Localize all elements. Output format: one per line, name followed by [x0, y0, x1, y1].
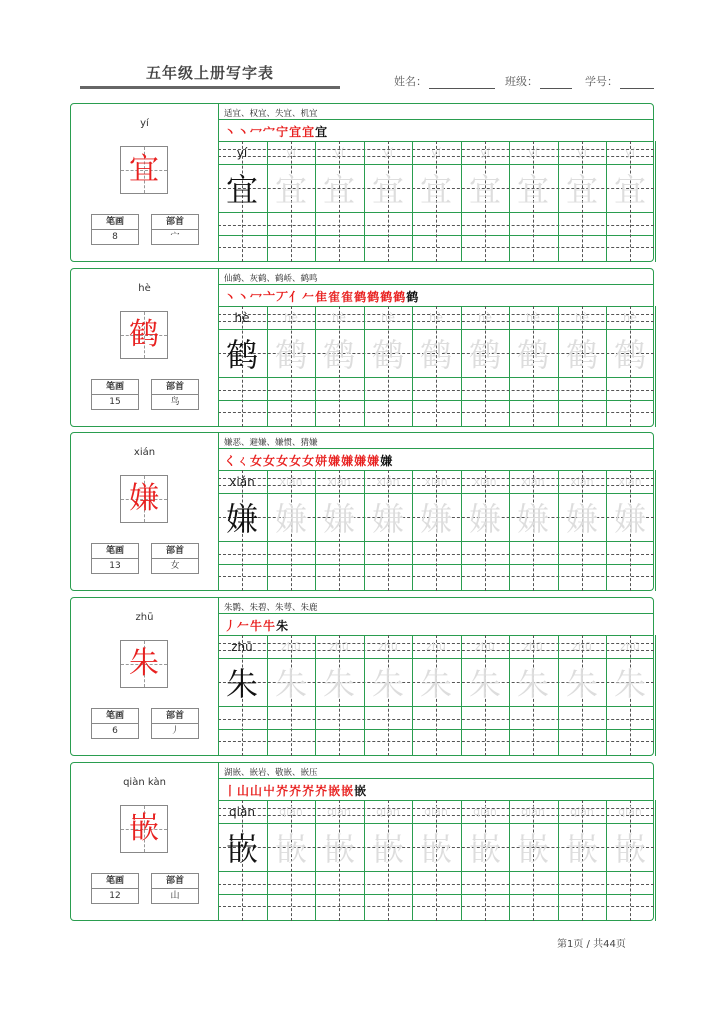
character-cell: 嫌	[225, 500, 258, 538]
pinyin-cell[interactable]: xián	[618, 475, 642, 488]
stroke-count: 15	[109, 397, 121, 407]
character-cell[interactable]: 宜	[371, 171, 404, 209]
pinyin-cell[interactable]: qiàn	[618, 805, 642, 818]
character-box	[120, 805, 168, 853]
pinyin-cell[interactable]: xián	[570, 475, 594, 488]
pinyin-cell[interactable]: xián	[376, 475, 400, 488]
stroke-step: 鹤	[354, 290, 368, 304]
page-indicator: 第1页 / 共44页	[557, 939, 626, 950]
stroke-count: 6	[112, 726, 118, 736]
model-character: 朱	[129, 646, 159, 681]
pinyin-cell[interactable]: zhū	[572, 640, 592, 653]
pinyin-cell[interactable]: qiàn	[376, 805, 400, 818]
stroke-step: く	[224, 454, 238, 468]
pinyin-cell[interactable]: hè	[526, 311, 540, 324]
character-cell[interactable]: 嵌	[371, 830, 404, 868]
stroke-step: 牛	[263, 619, 277, 633]
pinyin-cell[interactable]: xián	[279, 475, 303, 488]
radical: 女	[170, 561, 180, 571]
pinyin-cell[interactable]: qiàn	[424, 805, 448, 818]
stroke-step: 嵌	[354, 784, 368, 798]
pinyin-label: qiàn kàn	[123, 777, 166, 788]
character-cell[interactable]: 嵌	[274, 830, 307, 868]
pinyin-cell[interactable]: zhū	[523, 640, 543, 653]
practice-grid	[218, 433, 654, 590]
stroke-step: 嵌	[341, 784, 355, 798]
stroke-step: 牛	[250, 619, 264, 633]
pinyin-cell[interactable]: qiàn	[473, 805, 497, 818]
stroke-step: 姘	[315, 454, 329, 468]
pinyin-cell[interactable]: qiàn	[570, 805, 594, 818]
pinyin-cell: yí	[236, 146, 248, 160]
character-info-panel	[71, 763, 219, 920]
character-cell[interactable]: 嫌	[613, 500, 646, 538]
character-cell[interactable]: 宜	[322, 171, 355, 209]
stroke-step: 丶	[224, 125, 238, 139]
stroke-step: 山	[237, 784, 251, 798]
stroke-step: 女	[276, 454, 290, 468]
character-cell[interactable]: 嫌	[274, 500, 307, 538]
character-cell[interactable]: 嫌	[419, 500, 452, 538]
character-card	[70, 597, 654, 756]
stroke-step: 冖	[250, 125, 264, 139]
pinyin-cell[interactable]: xián	[521, 475, 545, 488]
stroke-step: 丶	[224, 290, 238, 304]
pinyin-label: yí	[140, 118, 149, 129]
stroke-count: 8	[112, 232, 118, 242]
model-character: 鹤	[129, 317, 159, 352]
character-cell[interactable]: 朱	[322, 665, 355, 703]
pinyin-cell[interactable]: xián	[327, 475, 351, 488]
pinyin-cell: xián	[229, 475, 255, 489]
stroke-step: 宜	[315, 125, 329, 139]
pinyin-cell[interactable]: zhū	[378, 640, 398, 653]
stroke-count: 13	[109, 561, 121, 571]
pinyin-cell[interactable]: yí	[334, 146, 344, 159]
character-info-panel	[71, 104, 219, 261]
id-field[interactable]	[585, 73, 654, 89]
character-info-panel	[71, 598, 219, 755]
character-cell[interactable]: 嫌	[371, 500, 404, 538]
character-cell[interactable]: 嵌	[613, 830, 646, 868]
character-box	[120, 146, 168, 194]
model-character: 嵌	[129, 811, 159, 846]
character-cell: 嵌	[225, 830, 258, 868]
radical: 宀	[170, 232, 180, 242]
pinyin-cell[interactable]: hè	[478, 311, 492, 324]
character-cell[interactable]: 宜	[419, 171, 452, 209]
pinyin-label: xián	[133, 447, 156, 458]
practice-grid	[218, 269, 654, 426]
stroke-step: 岕	[302, 784, 316, 798]
pinyin-cell[interactable]: hè	[429, 311, 443, 324]
stroke-step: 隺	[341, 290, 355, 304]
pinyin-cell[interactable]: yí	[528, 146, 538, 159]
pinyin-cell[interactable]: hè	[332, 311, 346, 324]
pinyin-cell[interactable]: xián	[473, 475, 497, 488]
pinyin-label: hè	[138, 283, 151, 294]
pinyin-cell[interactable]: hè	[575, 311, 589, 324]
radical: 丿	[170, 726, 180, 736]
character-cell[interactable]: 鹤	[322, 336, 355, 374]
word-examples: 仙鹤、灰鹤、鹤峤、鹤鸣	[224, 274, 318, 284]
model-character: 嫌	[129, 481, 159, 516]
stroke-step: 丶	[237, 290, 251, 304]
stroke-step: 女	[250, 454, 264, 468]
character-cell[interactable]: 宜	[274, 171, 307, 209]
stroke-order	[224, 782, 367, 799]
character-cell[interactable]: 鹤	[274, 336, 307, 374]
character-cell[interactable]: 朱	[419, 665, 452, 703]
stroke-count-box: 笔画 6	[91, 708, 139, 739]
character-card	[70, 268, 654, 427]
character-card	[70, 103, 654, 262]
stroke-step: 嫌	[367, 454, 381, 468]
stroke-step: 嫌	[341, 454, 355, 468]
character-cell[interactable]: 鹤	[613, 336, 646, 374]
stroke-step: 亠	[263, 290, 277, 304]
pinyin-cell[interactable]: zhū	[329, 640, 349, 653]
stroke-order	[224, 617, 289, 634]
practice-grid	[218, 598, 654, 755]
stroke-step: ㄑ	[237, 454, 251, 468]
stroke-count-box: 笔画 15	[91, 379, 139, 410]
radical: 山	[170, 891, 180, 901]
practice-grid	[218, 104, 654, 261]
character-card	[70, 762, 654, 921]
id-label: 学号：	[585, 75, 618, 88]
radical-box: 部首 山	[151, 873, 199, 904]
pinyin-cell[interactable]: yí	[286, 146, 296, 159]
stroke-order	[224, 288, 419, 305]
title-underline	[80, 86, 340, 89]
name-field[interactable]	[394, 73, 495, 89]
radical-box: 部首 丿	[151, 708, 199, 739]
pinyin-cell[interactable]: qiàn	[279, 805, 303, 818]
character-box	[120, 640, 168, 688]
stroke-step: 嫌	[354, 454, 368, 468]
stroke-step: 朱	[276, 619, 290, 633]
character-cell[interactable]: 嫌	[322, 500, 355, 538]
character-cell: 鹤	[225, 336, 258, 374]
stroke-step: 鹤	[380, 290, 394, 304]
character-box	[120, 475, 168, 523]
stroke-step: 岕	[289, 784, 303, 798]
class-label: 班级：	[505, 75, 538, 88]
character-cell[interactable]: 嵌	[322, 830, 355, 868]
character-cell[interactable]: 鹤	[516, 336, 549, 374]
stroke-step: 嫌	[328, 454, 342, 468]
stroke-step: 屮	[263, 784, 277, 798]
pinyin-cell[interactable]: qiàn	[521, 805, 545, 818]
character-cell[interactable]: 鹤	[565, 336, 598, 374]
word-examples: 嫌恶、避嫌、嫌惯、猜嫌	[224, 438, 318, 448]
character-cell[interactable]: 朱	[274, 665, 307, 703]
character-cell[interactable]: 嵌	[468, 830, 501, 868]
class-field[interactable]	[505, 73, 572, 89]
character-card	[70, 432, 654, 591]
pinyin-cell[interactable]: zhū	[475, 640, 495, 653]
character-cell[interactable]: 鹤	[419, 336, 452, 374]
page-title: 五年级上册写字表	[145, 64, 274, 82]
stroke-step: 丆	[276, 290, 290, 304]
radical: 鸟	[170, 397, 180, 407]
character-info-panel	[71, 269, 219, 426]
character-cell[interactable]: 宜	[468, 171, 501, 209]
stroke-step: 冖	[250, 290, 264, 304]
stroke-step: 隺	[328, 290, 342, 304]
pinyin-cell[interactable]: zhū	[281, 640, 301, 653]
character-cell[interactable]: 宜	[516, 171, 549, 209]
stroke-step: 鹤	[406, 290, 420, 304]
character-cell[interactable]: 宜	[565, 171, 598, 209]
model-character: 宜	[129, 152, 159, 187]
character-cell[interactable]: 朱	[516, 665, 549, 703]
stroke-step: 亻	[289, 290, 303, 304]
stroke-step: 𠂉	[302, 290, 316, 304]
character-cell[interactable]: 嫌	[468, 500, 501, 538]
character-cell[interactable]: 嫌	[565, 500, 598, 538]
stroke-order	[224, 452, 393, 469]
character-box	[120, 311, 168, 359]
stroke-order	[224, 123, 328, 140]
stroke-step: 嵌	[328, 784, 342, 798]
stroke-step: 女	[289, 454, 303, 468]
character-cell[interactable]: 嵌	[516, 830, 549, 868]
pinyin-cell: hè	[234, 311, 250, 325]
stroke-step: 宜	[302, 125, 316, 139]
pinyin-cell[interactable]: hè	[381, 311, 395, 324]
stroke-step: 鹤	[367, 290, 381, 304]
pinyin-cell: qiàn	[229, 805, 255, 819]
pinyin-cell[interactable]: yí	[383, 146, 393, 159]
pinyin-cell[interactable]: yí	[625, 146, 635, 159]
stroke-step: 女	[302, 454, 316, 468]
pinyin-label: zhū	[135, 612, 154, 623]
pinyin-cell[interactable]: zhū	[620, 640, 640, 653]
radical-box: 部首 女	[151, 543, 199, 574]
character-cell[interactable]: 宜	[613, 171, 646, 209]
character-cell[interactable]: 嵌	[419, 830, 452, 868]
pinyin-cell[interactable]: xián	[424, 475, 448, 488]
character-cell[interactable]: 嫌	[516, 500, 549, 538]
character-cell[interactable]: 朱	[613, 665, 646, 703]
name-label: 姓名：	[394, 75, 427, 88]
stroke-step: 女	[263, 454, 277, 468]
stroke-step: 丨	[224, 784, 238, 798]
character-cell[interactable]: 鹤	[371, 336, 404, 374]
stroke-step: 山	[250, 784, 264, 798]
practice-grid	[218, 763, 654, 920]
stroke-step: 丶	[237, 125, 251, 139]
character-cell[interactable]: 嵌	[565, 830, 598, 868]
stroke-count-box: 笔画 12	[91, 873, 139, 904]
stroke-step: 隹	[315, 290, 329, 304]
stroke-step: 𠂉	[237, 619, 251, 633]
pinyin-cell[interactable]: yí	[431, 146, 441, 159]
pinyin-cell[interactable]: yí	[577, 146, 587, 159]
stroke-step: 岕	[276, 784, 290, 798]
stroke-step: 嫌	[380, 454, 394, 468]
character-cell: 朱	[225, 665, 258, 703]
character-cell: 宜	[225, 171, 258, 209]
pinyin-cell: zhū	[231, 640, 253, 654]
character-info-panel	[71, 433, 219, 590]
stroke-step: 丿	[224, 619, 238, 633]
pinyin-cell[interactable]: hè	[284, 311, 298, 324]
word-examples: 湖嵌、嵌岩、敬嵌、嵌压	[224, 768, 318, 778]
stroke-step: 岕	[315, 784, 329, 798]
character-cell[interactable]: 朱	[565, 665, 598, 703]
stroke-step: 宜	[289, 125, 303, 139]
character-cell[interactable]: 鹤	[468, 336, 501, 374]
stroke-count-box: 笔画 8	[91, 214, 139, 245]
radical-box: 部首 宀	[151, 214, 199, 245]
stroke-step: 宁	[276, 125, 290, 139]
word-examples: 朱鹮、朱碧、朱萼、朱鹿	[224, 603, 318, 613]
pinyin-cell[interactable]: yí	[480, 146, 490, 159]
radical-box: 部首 鸟	[151, 379, 199, 410]
stroke-count-box: 笔画 13	[91, 543, 139, 574]
pinyin-cell[interactable]: qiàn	[327, 805, 351, 818]
stroke-count: 12	[109, 891, 121, 901]
character-cell[interactable]: 朱	[468, 665, 501, 703]
character-cell[interactable]: 朱	[371, 665, 404, 703]
pinyin-cell[interactable]: zhū	[426, 640, 446, 653]
stroke-step: 宀	[263, 125, 277, 139]
pinyin-cell[interactable]: hè	[623, 311, 637, 324]
word-examples: 适宜、权宜、失宜、机宜	[224, 109, 318, 119]
stroke-step: 鹤	[393, 290, 407, 304]
